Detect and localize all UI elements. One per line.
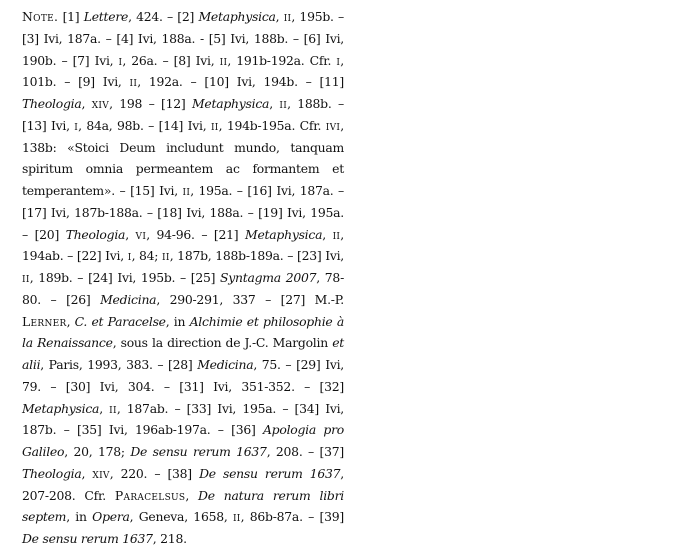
note-text-run: , 86b-87a. – [39] (240, 509, 344, 525)
note-text-run: , Geneva, 1658, (129, 509, 233, 525)
note-text-run: , 26a. – [8] Ivi, (122, 52, 220, 68)
note-text-run: ii (283, 9, 292, 24)
note-text-run: Medicina (100, 291, 157, 307)
note-text-run: , 138b: «Stoici Deum includunt mundo, tanquam spiritum omnia permeantem ac formantem et temperantem». – [15] Ivi, (22, 117, 344, 198)
note-text-run: , 78-80. – [26] (22, 270, 345, 307)
note-text-run: ii (182, 183, 191, 198)
note-text-run: , 84a, 98b. – [14] Ivi, (78, 117, 211, 133)
note-text-run: xiv (91, 96, 110, 111)
note-text-run: , (81, 465, 93, 481)
note-text-run: Theologia (22, 465, 82, 481)
note-text-run: Paracelsus (114, 487, 186, 503)
note-text-run: i (118, 52, 123, 68)
note-text-run: , (322, 226, 333, 242)
note-text-run: ii (22, 270, 30, 285)
note-text-run: , 94-96. – [21] (146, 226, 246, 242)
note-text-run: , 187b, 188b-189a. – [23] Ivi, (169, 248, 344, 264)
note-text-run: , (66, 313, 75, 329)
note-text-run: , 20, 178; (64, 444, 131, 459)
note-text-run: , 218. (152, 531, 187, 546)
note-text-run: , (275, 9, 284, 24)
note-text-run: ii (332, 226, 341, 242)
note-text-run: , sous la direction de J.-C. Margolin (112, 335, 333, 351)
note-text-run: ii (232, 509, 241, 525)
note-text-run: Apologia pro Galileo (22, 422, 344, 459)
note-text-run: , (185, 487, 199, 503)
note-text-run: C. et Paracelse (74, 313, 166, 329)
note-text-run: xiv (92, 465, 110, 481)
note-text-run: , 75. – [29] Ivi, 79. – [30] Ivi, 304. – [31] Ivi, 351-352. – [32] (22, 357, 344, 394)
note-text-run: , 192a. – [10] Ivi, 194b. – [11] (137, 74, 344, 90)
note-text-run: , 194b-195a. Cfr. (218, 117, 326, 133)
note-text-run: Lerner (22, 313, 67, 329)
note-text-run: , 424. – [2] (128, 9, 199, 24)
note-text-run: Note. (22, 9, 59, 24)
note-text-run: , 207-208. Cfr. (22, 465, 344, 503)
note-text-run: ii (109, 400, 117, 416)
note-text-run: i (336, 52, 341, 68)
note-text-run: Lettere (83, 9, 129, 24)
note-text-run: ii (279, 96, 288, 111)
note-text-run: Metaphysica (22, 400, 100, 416)
note-text-run: De sensu rerum 1637 (130, 444, 267, 459)
note-text-run: , 290-291, 337 – [27] M.-P. (156, 291, 344, 307)
note-text-run: ii (162, 248, 170, 264)
note-text-run: , 194ab. – [22] Ivi, (22, 226, 344, 264)
note-text-run: , 101b. – [9] Ivi, (22, 52, 344, 90)
note-text-run: , 195a. – [16] Ivi, 187a. – [17] Ivi, 187b-188a. – [18] Ivi, 188a. – [19] Ivi, 195a. – [20] (22, 183, 344, 242)
note-text-run: , 189b. – [24] Ivi, 195b. – [25] (29, 270, 221, 285)
note-text-run: , 188b. – [13] Ivi, (22, 96, 344, 133)
note-text-run: [1] (58, 9, 84, 24)
note-text-run: i (74, 117, 79, 133)
note-text-run: Syntagma 2007 (220, 270, 317, 285)
note-text-run: , in (66, 509, 93, 525)
note-text-run: , (125, 226, 136, 242)
note-text-run: et alii (22, 335, 344, 372)
note-text-run: , 195b. – [3] Ivi, 187a. – [4] Ivi, 188a. - [5] Ivi, 188b. – [6] Ivi, 190b. – [7] Ivi, (22, 9, 344, 68)
note-text-run: Opera (92, 509, 130, 525)
note-text-run: De sensu rerum 1637 (199, 465, 341, 481)
note-text-run: Medicina (197, 357, 254, 372)
note-text-run: ii (210, 117, 219, 133)
note-text-run: De natura rerum libri septem (22, 487, 344, 525)
note-text-run: , 220. – [38] (109, 465, 200, 481)
note-text-run: Metaphysica (191, 96, 270, 111)
note-text-run: , 198 – [12] (109, 96, 192, 111)
note-text-run: De sensu rerum 1637 (22, 531, 153, 546)
note-text-run: vi (135, 226, 147, 242)
note-text-run: , 187ab. – [33] Ivi, 195a. – [34] Ivi, 187b. – [35] Ivi, 196ab-197a. – [36] (22, 400, 344, 438)
note-text-run: , 191b-192a. Cfr. (227, 52, 337, 68)
note-text-run: , (99, 400, 110, 416)
note-text-run: Alchimie et philosophie à la Renaissance (22, 313, 344, 351)
note-text-run: , (81, 96, 92, 111)
note-text-run: , (269, 96, 280, 111)
note-text-run: Theologia (65, 226, 126, 242)
footnotes-paragraph (22, 6, 344, 550)
note-text-run: , 208. – [37] (266, 444, 344, 459)
note-text-run: , 84; (131, 248, 162, 264)
note-text-run: i (127, 248, 132, 264)
note-text-run: ivi (325, 117, 341, 133)
note-text-run: , in (165, 313, 190, 329)
note-text-run: Theologia (22, 96, 82, 111)
note-text-run: Metaphysica (198, 9, 276, 24)
note-text-run: ii (219, 52, 228, 68)
note-text-run: , Paris, 1993, 383. – [28] (40, 357, 198, 372)
note-text-run: Metaphysica (245, 226, 323, 242)
note-text-run: ii (129, 74, 138, 90)
